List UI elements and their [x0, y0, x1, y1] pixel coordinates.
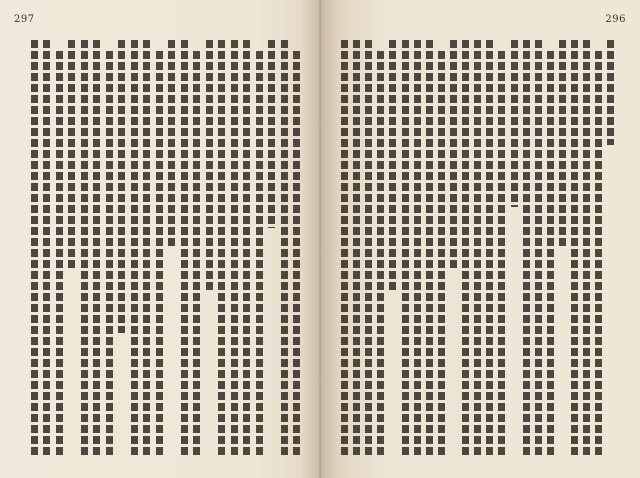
- text-line-placeholder: [426, 40, 433, 458]
- text-line-placeholder: [341, 40, 348, 458]
- text-line-placeholder: [93, 40, 100, 458]
- text-line-placeholder: [583, 40, 590, 458]
- text-column: [437, 40, 443, 458]
- text-line-placeholder: [474, 40, 481, 458]
- text-column: [449, 40, 455, 458]
- text-line-placeholder: [438, 51, 445, 458]
- text-column: [142, 40, 148, 458]
- text-line-placeholder: [118, 40, 125, 333]
- text-column: [401, 40, 407, 458]
- text-line-placeholder: [353, 40, 360, 458]
- text-column: [67, 40, 73, 458]
- text-column: [606, 40, 612, 458]
- text-column: [130, 40, 136, 458]
- text-line-placeholder: [168, 40, 175, 249]
- text-column: [217, 40, 223, 458]
- text-column: [267, 40, 273, 458]
- text-line-placeholder: [143, 40, 150, 458]
- text-column: [473, 40, 479, 458]
- text-column: [413, 40, 419, 458]
- text-line-placeholder: [256, 51, 263, 458]
- text-line-placeholder: [511, 40, 518, 207]
- text-line-placeholder: [268, 40, 275, 228]
- text-line-placeholder: [547, 51, 554, 458]
- text-column: [388, 40, 394, 458]
- text-line-placeholder: [486, 40, 493, 458]
- text-column: [280, 40, 286, 458]
- text-column: [167, 40, 173, 458]
- text-column: [180, 40, 186, 458]
- text-line-placeholder: [131, 40, 138, 458]
- text-column: [376, 40, 382, 458]
- text-column: [192, 40, 198, 458]
- text-column: [30, 40, 36, 458]
- text-line-placeholder: [498, 51, 505, 458]
- text-line-placeholder: [402, 40, 409, 458]
- text-line-placeholder: [68, 40, 75, 270]
- text-line-placeholder: [293, 51, 300, 458]
- right-page: [320, 0, 640, 478]
- text-line-placeholder: [389, 40, 396, 291]
- text-line-placeholder: [535, 40, 542, 458]
- text-line-placeholder: [206, 40, 213, 291]
- text-column: [292, 40, 298, 458]
- text-column: [92, 40, 98, 458]
- text-line-placeholder: [450, 40, 457, 270]
- text-column: [546, 40, 552, 458]
- text-line-placeholder: [414, 40, 421, 458]
- text-column: [461, 40, 467, 458]
- text-column: [425, 40, 431, 458]
- text-line-placeholder: [595, 51, 602, 458]
- text-column: [582, 40, 588, 458]
- text-line-placeholder: [377, 51, 384, 458]
- text-column: [485, 40, 491, 458]
- text-line-placeholder: [31, 40, 38, 458]
- text-column: [255, 40, 261, 458]
- text-column: [364, 40, 370, 458]
- text-column: [352, 40, 358, 458]
- text-column: [558, 40, 564, 458]
- text-column: [55, 40, 61, 458]
- text-line-placeholder: [43, 40, 50, 458]
- text-column: [42, 40, 48, 458]
- text-line-placeholder: [559, 40, 566, 249]
- text-line-placeholder: [106, 51, 113, 458]
- text-column: [105, 40, 111, 458]
- text-column: [570, 40, 576, 458]
- text-column: [205, 40, 211, 458]
- text-line-placeholder: [281, 40, 288, 458]
- text-column: [80, 40, 86, 458]
- text-line-placeholder: [365, 40, 372, 458]
- text-line-placeholder: [81, 40, 88, 458]
- text-column: [117, 40, 123, 458]
- text-line-placeholder: [231, 40, 238, 458]
- text-column: [340, 40, 346, 458]
- text-column: [242, 40, 248, 458]
- left-text-block: [30, 40, 298, 458]
- text-column: [594, 40, 600, 458]
- text-column: [230, 40, 236, 458]
- right-page-number: 296: [605, 14, 626, 25]
- text-line-placeholder: [462, 40, 469, 458]
- text-line-placeholder: [156, 51, 163, 458]
- text-column: [522, 40, 528, 458]
- text-column: [497, 40, 503, 458]
- text-column: [534, 40, 540, 458]
- text-line-placeholder: [193, 51, 200, 458]
- right-text-block: [340, 40, 612, 458]
- text-line-placeholder: [243, 40, 250, 458]
- text-line-placeholder: [523, 40, 530, 458]
- text-column: [155, 40, 161, 458]
- text-line-placeholder: [181, 40, 188, 458]
- text-line-placeholder: [218, 40, 225, 458]
- text-column: [510, 40, 516, 458]
- left-page-number: 297: [14, 14, 35, 25]
- text-line-placeholder: [571, 40, 578, 458]
- text-line-placeholder: [607, 40, 614, 145]
- text-line-placeholder: [56, 51, 63, 458]
